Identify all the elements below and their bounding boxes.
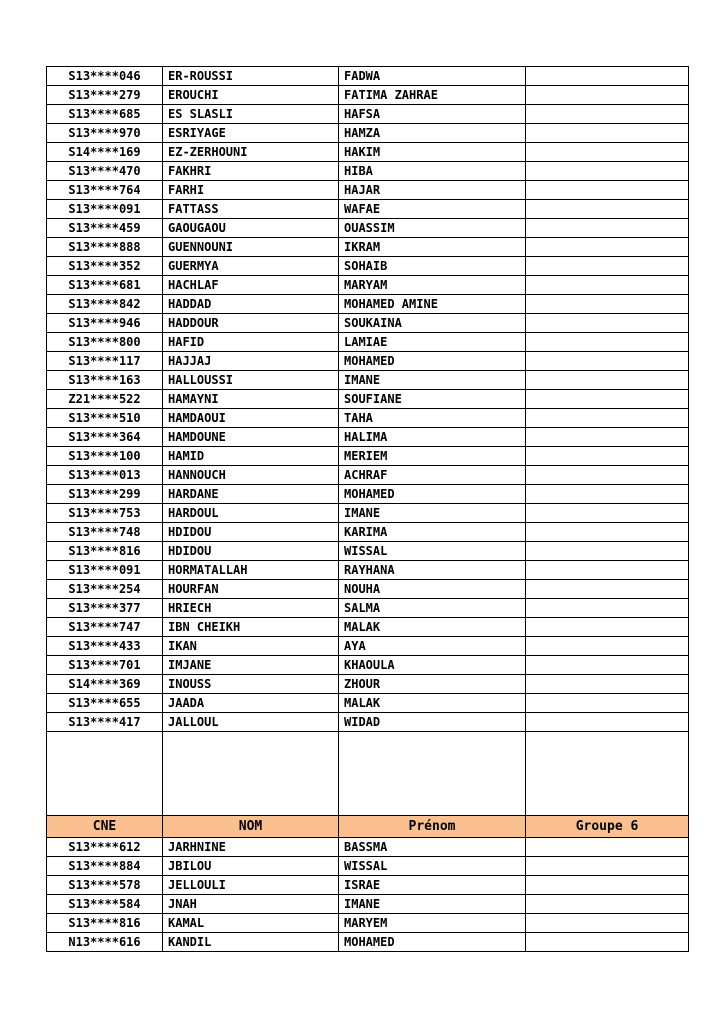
groupe-cell [526,675,689,694]
nom-cell: KAMAL [163,914,339,933]
nom-cell: HARDANE [163,485,339,504]
prenom-cell: FADWA [339,67,526,86]
groupe-cell [526,561,689,580]
groupe-cell [526,857,689,876]
cne-cell: S13****701 [47,656,163,675]
table-row [47,352,689,371]
table-row [47,67,689,86]
nom-cell: GUENNOUNI [163,238,339,257]
nom-cell: HARDOUL [163,504,339,523]
groupe-cell [526,295,689,314]
prenom-cell: HAKIM [339,143,526,162]
table-row [47,105,689,124]
nom-cell: FAKHRI [163,162,339,181]
nom-cell: HADDOUR [163,314,339,333]
table-row [47,447,689,466]
nom-cell: INOUSS [163,675,339,694]
empty-groupe-cell [526,732,689,816]
cne-cell: N13****616 [47,933,163,952]
groupe-cell [526,219,689,238]
groupe-cell [526,466,689,485]
nom-cell: JELLOULI [163,876,339,895]
table-row [47,86,689,105]
cne-cell: S13****816 [47,914,163,933]
prenom-cell: HIBA [339,162,526,181]
cne-cell: S13****970 [47,124,163,143]
table-row [47,895,689,914]
cne-cell: S14****169 [47,143,163,162]
prenom-cell: IMANE [339,371,526,390]
prenom-cell: SOUKAINA [339,314,526,333]
groupe-cell [526,333,689,352]
nom-cell: HORMATALLAH [163,561,339,580]
table-row [47,914,689,933]
table-row [47,857,689,876]
table-row [47,390,689,409]
table-row [47,181,689,200]
nom-cell: HADDAD [163,295,339,314]
table-row [47,542,689,561]
table-row [47,143,689,162]
groupe-cell [526,352,689,371]
nom-cell: HANNOUCH [163,466,339,485]
nom-cell: HAMID [163,447,339,466]
nom-cell: JALLOUL [163,713,339,732]
nom-cell: JBILOU [163,857,339,876]
prenom-cell: WAFAE [339,200,526,219]
table-row [47,371,689,390]
table-row [47,713,689,732]
nom-cell: EROUCHI [163,86,339,105]
cne-cell: S13****470 [47,162,163,181]
prenom-cell: SOHAIB [339,257,526,276]
roster-divider-section [47,732,689,838]
cne-cell: S13****888 [47,238,163,257]
table-row [47,428,689,447]
table-row [47,561,689,580]
nom-cell: JNAH [163,895,339,914]
cne-cell: S13****352 [47,257,163,276]
groupe-cell [526,105,689,124]
nom-cell: HAFID [163,333,339,352]
header-cne-label: CNE [47,816,163,838]
cne-cell: S13****816 [47,542,163,561]
prenom-cell: MOHAMED [339,933,526,952]
cne-cell: S13****946 [47,314,163,333]
cne-cell: S13****510 [47,409,163,428]
prenom-cell: AYA [339,637,526,656]
cne-cell: S13****117 [47,352,163,371]
prenom-cell: KARIMA [339,523,526,542]
cne-cell: S13****842 [47,295,163,314]
groupe-cell [526,257,689,276]
table-row [47,675,689,694]
table-row [47,656,689,675]
groupe-cell [526,656,689,675]
prenom-cell: ZHOUR [339,675,526,694]
table-row [47,124,689,143]
groupe-cell [526,86,689,105]
table-row [47,485,689,504]
nom-cell: FARHI [163,181,339,200]
cne-cell: S13****377 [47,599,163,618]
prenom-cell: RAYHANA [339,561,526,580]
cne-cell: S13****748 [47,523,163,542]
groupe-cell [526,914,689,933]
cne-cell: S14****369 [47,675,163,694]
nom-cell: ESRIYAGE [163,124,339,143]
table-row [47,162,689,181]
nom-cell: HAJJAJ [163,352,339,371]
empty-cne-cell [47,732,163,816]
nom-cell: ES SLASLI [163,105,339,124]
prenom-cell: TAHA [339,409,526,428]
prenom-cell: HAMZA [339,124,526,143]
cne-cell: S13****279 [47,86,163,105]
nom-cell: GUERMYA [163,257,339,276]
prenom-cell: MERIEM [339,447,526,466]
cne-cell: S13****681 [47,276,163,295]
table-row [47,238,689,257]
nom-cell: HDIDOU [163,542,339,561]
cne-cell: Z21****522 [47,390,163,409]
nom-cell: IMJANE [163,656,339,675]
table-row [47,933,689,952]
groupe-cell [526,523,689,542]
nom-cell: ER-ROUSSI [163,67,339,86]
roster-section-top [47,67,689,732]
cne-cell: S13****046 [47,67,163,86]
table-row [47,599,689,618]
prenom-cell: SALMA [339,599,526,618]
table-row [47,200,689,219]
groupe-cell [526,618,689,637]
groupe-cell [526,599,689,618]
table-row [47,219,689,238]
cne-cell: S13****459 [47,219,163,238]
table-row [47,314,689,333]
cne-cell: S13****013 [47,466,163,485]
table-row [47,523,689,542]
nom-cell: HAMDOUNE [163,428,339,447]
cne-cell: S13****884 [47,857,163,876]
groupe-cell [526,637,689,656]
cne-cell: S13****612 [47,838,163,857]
table-row [47,257,689,276]
prenom-cell: BASSMA [339,838,526,857]
cne-cell: S13****091 [47,561,163,580]
nom-cell: HOURFAN [163,580,339,599]
nom-cell: EZ-ZERHOUNI [163,143,339,162]
student-roster-table [46,66,689,952]
groupe-cell [526,447,689,466]
prenom-cell: MOHAMED [339,485,526,504]
table-row [47,295,689,314]
cne-cell: S13****747 [47,618,163,637]
nom-cell: IKAN [163,637,339,656]
roster-section-bottom [47,838,689,952]
table-row [47,618,689,637]
groupe-cell [526,181,689,200]
cne-cell: S13****299 [47,485,163,504]
prenom-cell: HAJAR [339,181,526,200]
groupe-cell [526,371,689,390]
cne-cell: S13****578 [47,876,163,895]
prenom-cell: OUASSIM [339,219,526,238]
table-row [47,876,689,895]
prenom-cell: ISRAE [339,876,526,895]
prenom-cell: IKRAM [339,238,526,257]
groupe-cell [526,580,689,599]
groupe-cell [526,542,689,561]
table-row [47,504,689,523]
groupe-cell [526,713,689,732]
empty-nom-cell [163,732,339,816]
groupe-cell [526,409,689,428]
table-row [47,409,689,428]
groupe-cell [526,143,689,162]
cne-cell: S13****753 [47,504,163,523]
nom-cell: KANDIL [163,933,339,952]
cne-cell: S13****163 [47,371,163,390]
table-row [47,637,689,656]
groupe-cell [526,276,689,295]
table-row [47,838,689,857]
table-row [47,276,689,295]
header-nom-label: NOM [163,816,339,838]
groupe-cell [526,895,689,914]
groupe-cell [526,933,689,952]
prenom-cell: WIDAD [339,713,526,732]
groupe-cell [526,238,689,257]
group-header-row [47,816,689,838]
cne-cell: S13****091 [47,200,163,219]
nom-cell: JARHNINE [163,838,339,857]
prenom-cell: WISSAL [339,542,526,561]
cne-cell: S13****584 [47,895,163,914]
prenom-cell: HALIMA [339,428,526,447]
table-row [47,466,689,485]
table-row [47,694,689,713]
prenom-cell: MOHAMED [339,352,526,371]
cne-cell: S13****433 [47,637,163,656]
nom-cell: GAOUGAOU [163,219,339,238]
prenom-cell: MALAK [339,694,526,713]
prenom-cell: FATIMA ZAHRAE [339,86,526,105]
prenom-cell: LAMIAE [339,333,526,352]
groupe-cell [526,428,689,447]
cne-cell: S13****764 [47,181,163,200]
groupe-cell [526,504,689,523]
prenom-cell: SOUFIANE [339,390,526,409]
prenom-cell: MARYEM [339,914,526,933]
table-row [47,580,689,599]
nom-cell: HACHLAF [163,276,339,295]
nom-cell: HALLOUSSI [163,371,339,390]
prenom-cell: IMANE [339,895,526,914]
prenom-cell: IMANE [339,504,526,523]
prenom-cell: WISSAL [339,857,526,876]
groupe-cell [526,694,689,713]
cne-cell: S13****364 [47,428,163,447]
nom-cell: HAMDAOUI [163,409,339,428]
cne-cell: S13****417 [47,713,163,732]
groupe-cell [526,485,689,504]
prenom-cell: MARYAM [339,276,526,295]
groupe-cell [526,67,689,86]
empty-row [47,732,689,816]
nom-cell: JAADA [163,694,339,713]
prenom-cell: NOUHA [339,580,526,599]
prenom-cell: HAFSA [339,105,526,124]
groupe-cell [526,838,689,857]
groupe-cell [526,390,689,409]
cne-cell: S13****254 [47,580,163,599]
groupe-cell [526,124,689,143]
table-row [47,333,689,352]
nom-cell: HAMAYNI [163,390,339,409]
nom-cell: FATTASS [163,200,339,219]
nom-cell: IBN CHEIKH [163,618,339,637]
header-prenom-label: Prénom [339,816,526,838]
groupe-cell [526,876,689,895]
groupe-cell [526,314,689,333]
nom-cell: HDIDOU [163,523,339,542]
cne-cell: S13****655 [47,694,163,713]
prenom-cell: KHAOULA [339,656,526,675]
groupe-cell [526,200,689,219]
groupe-cell [526,162,689,181]
prenom-cell: ACHRAF [339,466,526,485]
cne-cell: S13****800 [47,333,163,352]
nom-cell: HRIECH [163,599,339,618]
empty-prenom-cell [339,732,526,816]
header-groupe-label: Groupe 6 [526,816,689,838]
cne-cell: S13****100 [47,447,163,466]
cne-cell: S13****685 [47,105,163,124]
prenom-cell: MOHAMED AMINE [339,295,526,314]
prenom-cell: MALAK [339,618,526,637]
